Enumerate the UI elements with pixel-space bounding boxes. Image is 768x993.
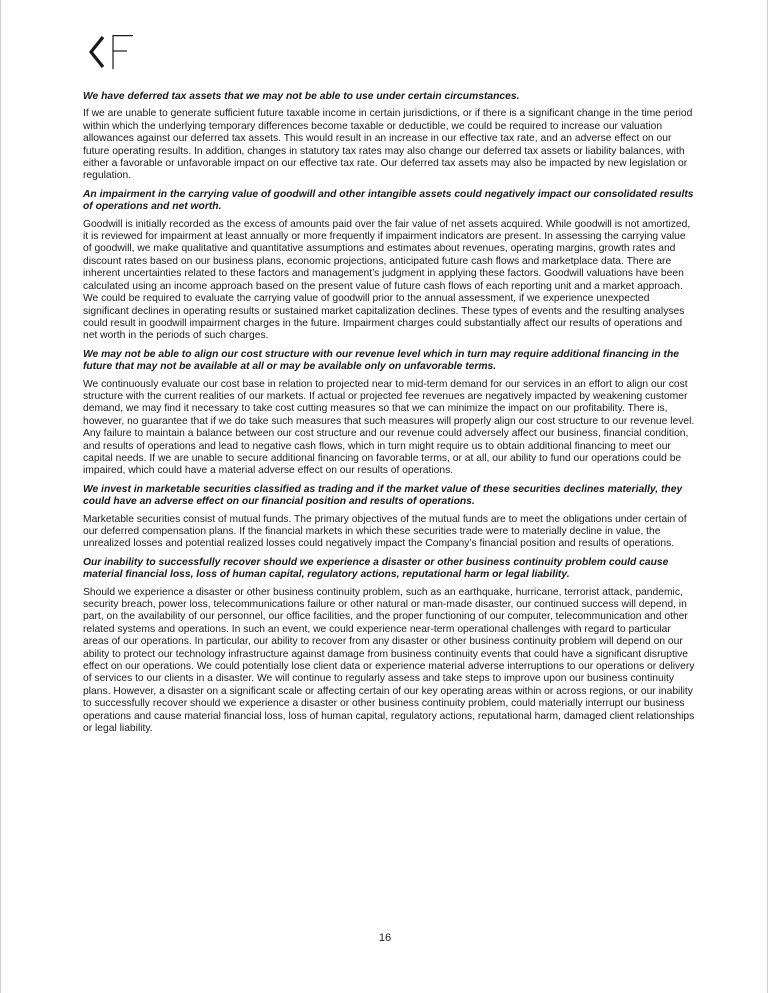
page-number: 16 [378, 932, 392, 944]
risk-factors-content [83, 91, 697, 742]
company-logo [87, 33, 141, 71]
section-heading-goodwill: An impairment in the carrying value of goodwill and other intangible assets could negatively impact our consolidated results of operations and net worth. [83, 188, 694, 213]
section-heading-cost-structure: We may not be able to align our cost structure with our revenue level which in turn may require additional financing in the future that may not be available at all or may be available only on unfavorable terms. [83, 348, 679, 373]
section-body-cost-structure: We continuously evaluate our cost base in relation to projected near to mid-term demand for our services in an effort to align our cost structure with the current realities of our markets. If actual or projected fee revenues are negatively impacted by weakening customer demand, we may find it necessary to take cost cutting measures so that we can minimize the impact on our profitability. There is, however, no guarantee that if we do take such measures that such measures will properly align our cost structure to our revenue level. Any failure to maintain a balance between our cost structure and our revenue could adversely affect our business, financial condition, and results of operations and lead to negative cash flows, which in turn might require us to obtain additional financing to meet our capital needs. If we are unable to secure additional financing on favorable terms, or at all, our ability to fund our operations could be impaired, which could have a material adverse effect on our results of operations. [83, 378, 695, 477]
section-heading-marketable-securities: We invest in marketable securities classified as trading and if the market value of these securities declines materially, they could have an adverse effect on our financial position and results of operations. [83, 483, 683, 508]
section-body-goodwill: Goodwill is initially recorded as the excess of amounts paid over the fair value of net assets acquired. While goodwill is not amortized, it is reviewed for impairment at least annually or more frequently if impairment indicators are present. In assessing the carrying value of goodwill, we make qualitative and quantitative assumptions and estimates about revenues, operating margins, growth rates and discount rates based on our business plans, economic projections, anticipated future cash flows and marketplace data. There are inherent uncertainties related to these factors and management’s judgment in applying these factors. Goodwill valuations have been calculated using an income approach based on the present value of future cash flows of each reporting unit and a market approach. We could be required to evaluate the carrying value of goodwill prior to the annual assessment, if we experience unexpected significant declines in operating results or sustained market capitalization declines. These types of events and the resulting analyses could result in goodwill impairment charges in the future. Impairment charges could substantially affect our results of operations and net worth in the periods of such charges. [83, 218, 691, 342]
section-body-deferred-tax: If we are unable to generate sufficient future taxable income in certain jurisdictions, or if there is a significant change in the time period within which the underlying temporary differences become taxable or deductible, we could be required to increase our valuation allowances against our deferred tax assets. This would result in an increase in our effective tax rate, and an adverse effect on our future operating results. In addition, changes in statutory tax rates may also change our deferred tax assets or liability balances, with either a favorable or unfavorable impact on our effective tax rate. Our deferred tax assets may also be impacted by new legislation or regulation. [83, 108, 693, 182]
section-body-business-continuity: Should we experience a disaster or other business continuity problem, such as an earthquake, hurricane, terrorist attack, pandemic, security breach, power loss, telecommunications failure or other natural or man-made disaster, our continued success will depend, in part, on the availability of our personnel, our office facilities, and the proper functioning of our computer, telecommunication and other related systems and operations. In such an event, we could experience near-term operational challenges with regard to particular areas of our operations. In particular, our ability to recover from any disaster or other business continuity problem will depend on our ability to protect our technology infrastructure against damage from business continuity events that could have a significant disruptive effect on our operations. We could potentially lose client data or experience material adverse interruptions to our operations or delivery of services to our clients in a disaster. We will continue to regularly assess and take steps to improve upon our business continuity plans. However, a disaster on a significant scale or affecting certain of our key operating areas within or across regions, or our inability to successfully recover should we experience a disaster or other business continuity problem, could materially interrupt our business operations and cause material financial loss, loss of human capital, regulatory actions, reputational harm, damaged client relationships or legal liability. [83, 586, 695, 735]
section-heading-business-continuity: Our inability to successfully recover should we experience a disaster or other business continuity problem could cause material financial loss, loss of human capital, regulatory actions, reputational harm or legal liability. [83, 556, 669, 581]
monogram-logo-icon [87, 33, 141, 71]
section-heading-deferred-tax: We have deferred tax assets that we may not be able to use under certain circumstances. [83, 91, 520, 102]
section-body-marketable-securities: Marketable securities consist of mutual funds. The primary objectives of the mutual funds are to meet the obligations under certain of our deferred compensation plans. If the financial markets in which these securities trade were to materially decline in value, the unrealized losses and potential realized losses could negatively impact the Company’s financial position and results of operations. [83, 513, 687, 550]
